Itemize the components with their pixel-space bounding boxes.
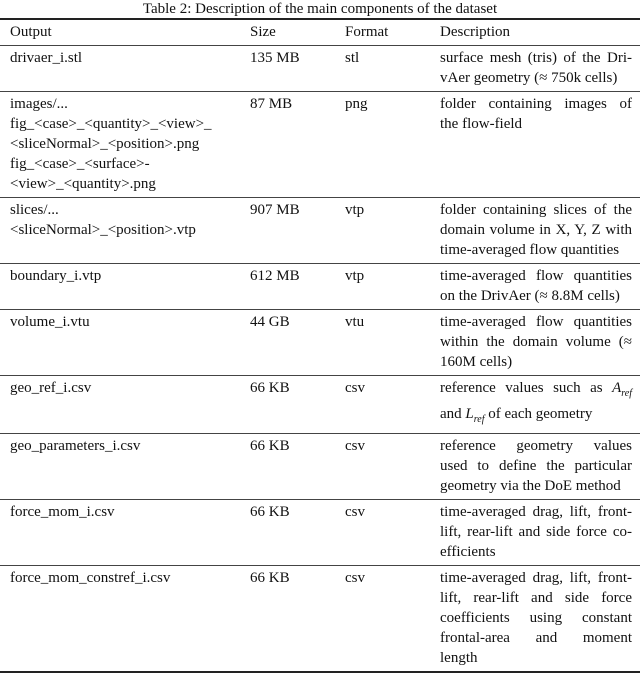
description-line: on the DrivAer (≈ 8.8M cells) <box>440 288 620 304</box>
format-cell: png <box>345 96 368 112</box>
output-line: volume_i.vtu <box>10 314 90 330</box>
output-line: slices/... <box>10 202 59 218</box>
format-cell: vtp <box>345 202 365 218</box>
description-line: folder containing images of <box>440 96 632 112</box>
description-line: 160M cells) <box>440 354 513 370</box>
output-cell <box>0 500 250 566</box>
description-cell <box>440 310 640 376</box>
description-cell <box>440 264 640 310</box>
description-line: within the domain volume (≈ <box>440 334 632 350</box>
description-line: length <box>440 650 478 666</box>
description-line: domain volume in X, Y, Z with <box>440 222 632 238</box>
description-line: folder containing slices of the <box>440 202 632 218</box>
description-line: coefficients using constant <box>440 610 632 626</box>
size-cell: 907 MB <box>250 202 300 218</box>
format-cell: vtp <box>345 268 365 284</box>
size-cell: 66 KB <box>250 570 290 586</box>
output-line: geo_ref_i.csv <box>10 380 92 396</box>
output-line: geo_parameters_i.csv <box>10 438 141 454</box>
table-header-row <box>0 19 640 46</box>
format-cell: csv <box>345 380 365 396</box>
output-cell <box>0 376 250 434</box>
description-line: lift, rear-lift and side force <box>440 590 632 606</box>
size-cell: 135 MB <box>250 50 300 66</box>
header-format: Format <box>345 24 389 40</box>
description-cell <box>440 92 640 198</box>
table-row <box>0 198 640 264</box>
table-row <box>0 46 640 92</box>
description-line: time-averaged flow quantities <box>440 268 632 284</box>
components-table <box>0 18 640 673</box>
table-row <box>0 500 640 566</box>
output-cell <box>0 434 250 500</box>
output-cell <box>0 92 250 198</box>
output-line: force_mom_constref_i.csv <box>10 570 171 586</box>
table-caption: Table 2: Description of the main components of the dataset <box>142 1 498 17</box>
output-cell <box>0 198 250 264</box>
table-row <box>0 310 640 376</box>
description-line: surface mesh (tris) of the Dri- <box>440 50 632 66</box>
format-cell: stl <box>345 50 360 66</box>
format-cell: csv <box>345 570 365 586</box>
description-line: time-averaged drag, lift, front- <box>440 570 632 586</box>
description-cell <box>440 376 640 434</box>
table-row <box>0 264 640 310</box>
description-line: used to define the particular <box>440 458 632 474</box>
description-line: reference values such as $A_{ref}$ <box>440 380 632 399</box>
output-line: <sliceNormal>_<position>.png <box>10 136 200 152</box>
table-row <box>0 376 640 434</box>
table-row <box>0 566 640 673</box>
output-line: <sliceNormal>_<position>.vtp <box>10 222 196 238</box>
description-line: lift, rear-lift and side force co- <box>440 524 632 540</box>
description-cell <box>440 566 640 673</box>
header-description: Description <box>440 24 510 40</box>
output-line: <view>_<quantity>.png <box>10 176 156 192</box>
description-line: frontal-area and moment <box>440 630 632 646</box>
size-cell: 66 KB <box>250 380 290 396</box>
description-line: efficients <box>440 544 496 560</box>
output-line: force_mom_i.csv <box>10 504 115 520</box>
output-line: drivaer_i.stl <box>10 50 83 66</box>
description-cell <box>440 198 640 264</box>
size-cell: 66 KB <box>250 504 290 520</box>
description-cell <box>440 46 640 92</box>
output-cell <box>0 310 250 376</box>
output-cell <box>0 46 250 92</box>
description-line: and $L_{ref}$ of each geometry <box>440 406 593 425</box>
output-line: boundary_i.vtp <box>10 268 102 284</box>
description-line: geometry via the DoE method <box>440 478 621 494</box>
output-cell <box>0 566 250 673</box>
table-row <box>0 92 640 198</box>
description-line: time-averaged drag, lift, front- <box>440 504 632 520</box>
format-cell: csv <box>345 438 365 454</box>
size-cell: 44 GB <box>250 314 290 330</box>
description-line: vAer geometry (≈ 750k cells) <box>440 70 618 86</box>
format-cell: csv <box>345 504 365 520</box>
description-line: the flow-field <box>440 116 523 132</box>
header-size: Size <box>250 24 276 40</box>
header-output: Output <box>10 24 52 40</box>
format-cell: vtu <box>345 314 365 330</box>
description-line: time-averaged flow quantities <box>440 242 620 258</box>
description-cell <box>440 434 640 500</box>
output-line: images/... <box>10 96 68 112</box>
description-line: time-averaged flow quantities <box>440 314 632 330</box>
size-cell: 612 MB <box>250 268 300 284</box>
size-cell: 66 KB <box>250 438 290 454</box>
output-line: fig_<case>_<surface>- <box>10 156 150 172</box>
description-cell <box>440 500 640 566</box>
size-cell: 87 MB <box>250 96 293 112</box>
output-cell <box>0 264 250 310</box>
description-line: reference geometry values <box>440 438 632 454</box>
table-row <box>0 434 640 500</box>
output-line: fig_<case>_<quantity>_<view>_ <box>10 116 212 132</box>
